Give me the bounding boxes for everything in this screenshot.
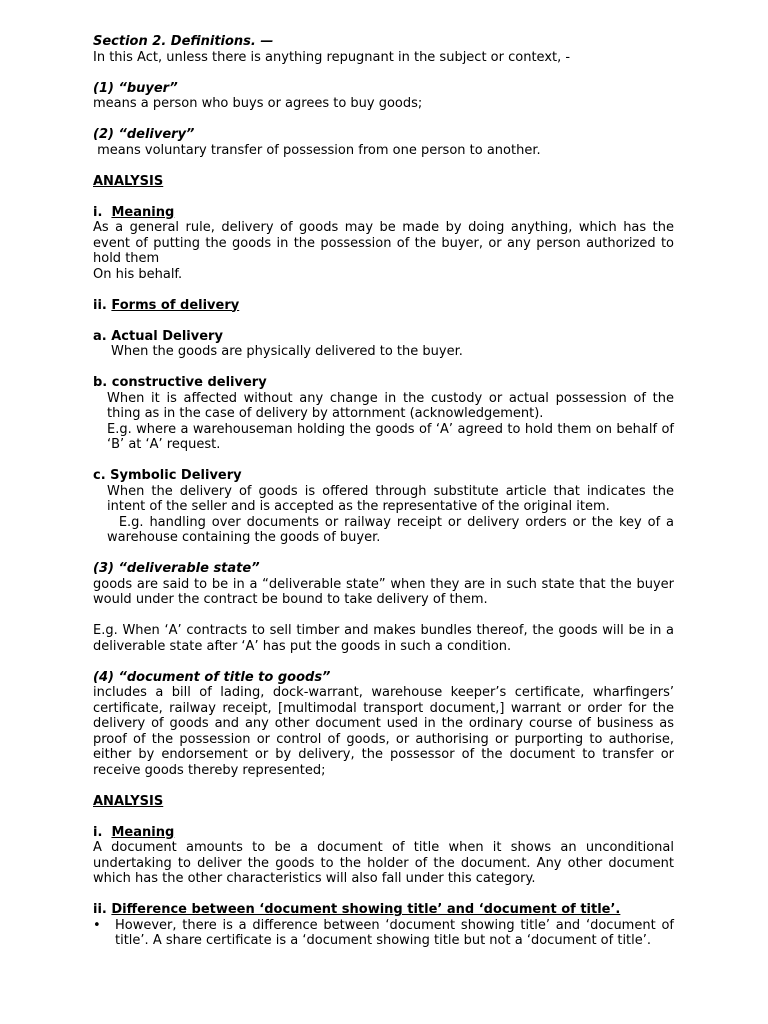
section-title: Section 2. Definitions. — <box>93 34 274 49</box>
form-actual-text: When the goods are physically delivered to the buyer. <box>111 344 463 359</box>
form-symbolic-example: E.g. handling over documents or railway receipt or delivery orders or the key of a warehouse containing the goods of buyer. <box>107 514 679 545</box>
form-symbolic-text: When the delivery of goods is offered through substitute article that indicates the intent of the seller and is accepted as the representative of the original item. <box>107 483 674 514</box>
form-constructive-title: b. constructive delivery <box>93 375 267 390</box>
section-intro: In this Act, unless there is anything repugnant in the subject or context, - <box>93 49 571 65</box>
analysis2-meaning-text: A document amounts to be a document of title when it shows an unconditional undertaking to deliver the goods to the holder of the document. Any other document which has the other characteristics will also fall under this category. <box>93 840 674 886</box>
analysis2-meaning-heading <box>93 825 674 841</box>
analysis2-difference-heading <box>93 902 674 918</box>
analysis2-difference-number: ii. <box>93 902 112 917</box>
analysis1-meaning-title: Meaning <box>111 204 175 220</box>
analysis1-meaning-text: As a general rule, delivery of goods may be made by doing anything, which has the event of putting the goods in the possession of the buyer, or any person authorized to hold them <box>93 220 674 266</box>
definition-document-of-title-term: (4) “document of title to goods” <box>93 669 331 685</box>
definition-buyer-text: means a person who buys or agrees to buy goods; <box>93 96 423 111</box>
analysis-heading-1: ANALYSIS <box>93 173 164 189</box>
analysis1-meaning-text-cont: On his behalf. <box>93 266 183 282</box>
bullet-icon: • <box>93 917 101 933</box>
form-symbolic-title: c. Symbolic Delivery <box>93 468 242 483</box>
document-body <box>93 34 679 949</box>
definition-document-of-title-text: includes a bill of lading, dock-warrant, warehouse keeper’s certificate, wharfingers’ certificate, railway receipt, [multimodal transport document,] warrant or order for the delivery of goods and any other document used in the ordinary course of business as proof of the possession or control of goods, or authorising or purporting to authorise, either by endorsement or by delivery, the possessor of the document to transfer or receive goods thereby represented; <box>93 685 674 778</box>
definition-deliverable-state-example: E.g. When ‘A’ contracts to sell timber and makes bundles thereof, the goods will be in a deliverable state after ‘A’ has put the goods in such a condition. <box>93 623 674 654</box>
difference-bullet-text: However, there is a difference between ‘document showing title’ and ‘document of title’. A share certificate is a ‘document showing title but not a ‘document of title’. <box>115 917 674 948</box>
definition-deliverable-state-text: goods are said to be in a “deliverable state” when they are in such state that the buyer would under the contract be bound to take delivery of them. <box>93 576 674 607</box>
analysis-heading-2: ANALYSIS <box>93 793 164 809</box>
analysis1-meaning-number: i. <box>93 204 112 220</box>
definition-deliverable-state-term: (3) “deliverable state” <box>93 561 260 576</box>
analysis1-forms-title: Forms of delivery <box>111 297 240 313</box>
list-item <box>93 918 674 949</box>
analysis1-forms-number: ii. <box>93 297 112 313</box>
definition-delivery-term: (2) “delivery” <box>93 127 195 142</box>
form-constructive-example: E.g. where a warehouseman holding the goods of ‘A’ agreed to hold them on behalf of ‘B’ at ‘A’ request. <box>107 421 674 452</box>
definition-delivery-text: means voluntary transfer of possession from one person to another. <box>93 142 541 158</box>
form-actual-title: a. Actual Delivery <box>93 328 223 344</box>
definition-buyer-term: (1) “buyer” <box>93 80 178 96</box>
analysis2-meaning-number: i. <box>93 824 112 840</box>
analysis1-forms-heading <box>93 298 674 314</box>
analysis2-difference-title: Difference between ‘document showing title’ and ‘document of title’. <box>111 902 621 917</box>
analysis2-meaning-title: Meaning <box>111 824 175 840</box>
analysis1-meaning-heading <box>93 205 674 221</box>
form-constructive-text: When it is affected without any change in the custody or actual possession of the thing as in the case of delivery by attornment (acknowledgement). <box>107 390 674 421</box>
